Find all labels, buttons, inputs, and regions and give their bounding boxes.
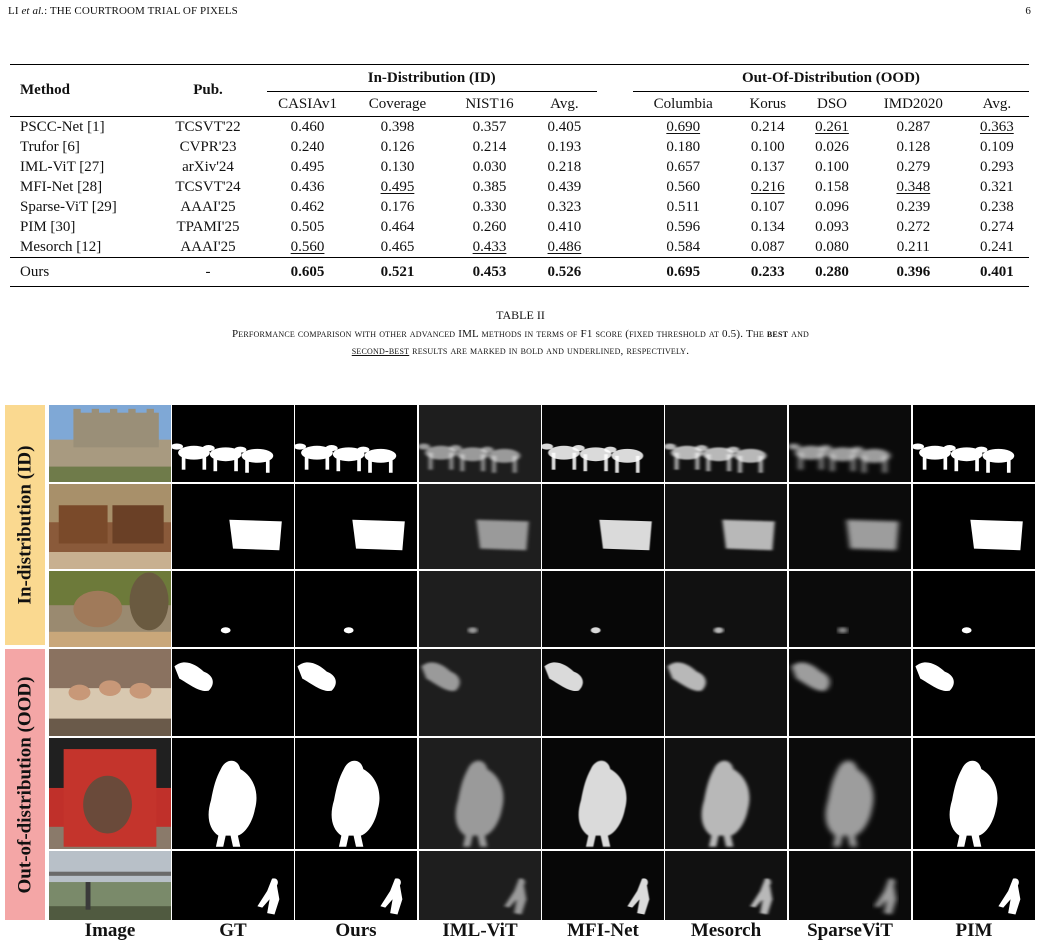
pub-cell: AAAI'25 — [180, 238, 236, 255]
score-cell: 0.293 — [979, 158, 1014, 175]
score-cell: 0.357 — [472, 118, 507, 135]
score-cell: 0.584 — [666, 238, 701, 255]
pub-cell: AAAI'25 — [180, 198, 236, 215]
prediction-mask — [542, 571, 664, 647]
table-row — [10, 117, 1029, 138]
prediction-mask — [172, 405, 294, 482]
score-cell: 0.180 — [666, 138, 701, 155]
score-cell: 0.396 — [896, 263, 931, 280]
prediction-mask — [542, 484, 664, 569]
score-cell: 0.193 — [547, 138, 582, 155]
score-cell: 0.398 — [380, 118, 415, 135]
prediction-mask — [419, 571, 541, 647]
score-cell: 0.511 — [666, 198, 700, 215]
col-header: Avg. — [550, 95, 579, 112]
score-cell: 0.690 — [666, 118, 701, 135]
prediction-mask — [172, 484, 294, 569]
method-cell: Mesorch [12] — [20, 238, 102, 255]
score-cell: 0.080 — [815, 238, 849, 255]
table-caption: Performance comparison with other advanced IML methods in terms of F1 score (fixed threshold at 0.5). The best and second-best results are marked in bold and underlined, respectively. — [231, 328, 810, 357]
pub-cell: TCSVT'22 — [175, 118, 241, 135]
col-header: Coverage — [368, 95, 427, 112]
group-id: In-Distribution (ID) — [267, 65, 597, 92]
score-cell: 0.695 — [666, 263, 701, 280]
page-number: 6 — [1025, 5, 1031, 17]
prediction-mask — [913, 738, 1035, 849]
prediction-mask — [295, 571, 417, 647]
prediction-mask — [913, 571, 1035, 647]
score-cell: 0.176 — [380, 198, 415, 215]
method-cell: Ours — [20, 263, 50, 280]
score-cell: 0.030 — [472, 158, 507, 175]
table-row — [10, 137, 1029, 157]
score-cell: 0.323 — [547, 198, 582, 215]
prediction-mask — [789, 571, 911, 647]
score-cell: 0.405 — [547, 118, 582, 135]
input-image — [49, 649, 171, 736]
pub-cell: TPAMI'25 — [176, 218, 240, 235]
prediction-mask — [419, 649, 541, 736]
input-image — [49, 571, 171, 647]
method-cell: PSCC-Net [1] — [20, 118, 105, 135]
score-cell: 0.233 — [750, 263, 785, 280]
column-label: Image — [84, 920, 136, 941]
prediction-mask — [419, 738, 541, 849]
table-row — [10, 177, 1029, 197]
column-label: MFI-Net — [567, 920, 639, 941]
prediction-mask — [913, 649, 1035, 736]
method-cell: Sparse-ViT [29] — [20, 198, 117, 215]
input-image — [49, 738, 171, 849]
group-ood: Out-Of-Distribution (OOD) — [633, 65, 1029, 92]
score-cell: 0.130 — [380, 158, 415, 175]
qualitative-figure — [0, 405, 1041, 946]
prediction-mask — [789, 851, 911, 920]
col-header: Korus — [749, 95, 787, 112]
prediction-mask — [295, 649, 417, 736]
score-cell: 0.260 — [472, 218, 507, 235]
prediction-mask — [172, 851, 294, 920]
score-cell: 0.363 — [979, 118, 1014, 135]
prediction-mask — [172, 738, 294, 849]
score-cell: 0.465 — [380, 238, 415, 255]
score-cell: 0.439 — [547, 178, 582, 195]
column-label: GT — [219, 920, 247, 941]
score-cell: 0.214 — [750, 118, 785, 135]
score-cell: 0.158 — [815, 178, 849, 195]
score-cell: 0.657 — [666, 158, 701, 175]
column-label: SparseViT — [807, 920, 893, 941]
table-label: TABLE II — [496, 308, 545, 322]
column-label: Mesorch — [690, 920, 762, 941]
score-cell: 0.240 — [290, 138, 325, 155]
score-cell: 0.401 — [979, 263, 1014, 280]
score-cell: 0.238 — [979, 198, 1014, 215]
score-cell: 0.495 — [290, 158, 325, 175]
method-cell: IML-ViT [27] — [20, 158, 105, 175]
score-cell: 0.460 — [290, 118, 325, 135]
score-cell: 0.526 — [547, 263, 582, 280]
prediction-mask — [295, 484, 417, 569]
column-label: PIM — [955, 920, 993, 941]
score-cell: 0.087 — [750, 238, 785, 255]
score-cell: 0.239 — [896, 198, 931, 215]
column-label: IML-ViT — [442, 920, 518, 941]
score-cell: 0.287 — [896, 118, 931, 135]
prediction-mask — [172, 571, 294, 647]
score-cell: 0.100 — [750, 138, 785, 155]
pub-cell: - — [205, 263, 211, 280]
score-cell: 0.279 — [896, 158, 931, 175]
prediction-mask — [789, 484, 911, 569]
prediction-mask — [419, 405, 541, 482]
group-label-id: In-distribution (ID) — [5, 405, 45, 645]
method-cell: PIM [30] — [20, 218, 76, 235]
prediction-mask — [295, 738, 417, 849]
score-cell: 0.505 — [290, 218, 325, 235]
score-cell: 0.348 — [896, 178, 931, 195]
prediction-mask — [665, 405, 787, 482]
prediction-mask — [665, 649, 787, 736]
score-cell: 0.096 — [815, 198, 849, 215]
prediction-mask — [419, 851, 541, 920]
table-row — [10, 237, 1029, 258]
prediction-mask — [789, 738, 911, 849]
score-cell: 0.093 — [815, 218, 849, 235]
input-image — [49, 484, 171, 569]
score-cell: 0.261 — [815, 118, 849, 135]
input-image — [49, 851, 171, 920]
score-cell: 0.605 — [290, 263, 325, 280]
score-cell: 0.321 — [979, 178, 1014, 195]
prediction-mask — [913, 405, 1035, 482]
score-cell: 0.109 — [979, 138, 1014, 155]
prediction-mask — [789, 649, 911, 736]
input-image — [49, 405, 171, 482]
score-cell: 0.241 — [979, 238, 1014, 255]
prediction-mask — [665, 571, 787, 647]
prediction-mask — [542, 738, 664, 849]
table-row — [10, 157, 1029, 177]
score-cell: 0.462 — [290, 198, 325, 215]
table-row — [10, 217, 1029, 237]
score-cell: 0.495 — [380, 178, 415, 195]
running-title: LI et al.: THE COURTROOM TRIAL OF PIXELS — [8, 5, 238, 17]
table-row — [10, 258, 1029, 287]
score-cell: 0.134 — [750, 218, 785, 235]
score-cell: 0.410 — [547, 218, 582, 235]
method-cell: Trufor [6] — [20, 138, 80, 155]
score-cell: 0.280 — [815, 263, 849, 280]
score-cell: 0.218 — [547, 158, 582, 175]
col-header: CASIAv1 — [278, 95, 337, 112]
pub-cell: arXiv'24 — [182, 158, 234, 175]
prediction-mask — [172, 649, 294, 736]
prediction-mask — [789, 405, 911, 482]
results-table — [10, 64, 1029, 287]
score-cell: 0.453 — [472, 263, 507, 280]
score-cell: 0.137 — [750, 158, 785, 175]
prediction-mask — [295, 405, 417, 482]
col-header: NIST16 — [465, 95, 514, 112]
prediction-mask — [665, 738, 787, 849]
prediction-mask — [665, 484, 787, 569]
prediction-mask — [295, 851, 417, 920]
score-cell: 0.128 — [896, 138, 931, 155]
group-label-ood: Out-of-distribution (OOD) — [5, 649, 45, 920]
score-cell: 0.486 — [547, 238, 582, 255]
score-cell: 0.521 — [380, 263, 415, 280]
score-cell: 0.560 — [290, 238, 325, 255]
score-cell: 0.330 — [472, 198, 507, 215]
score-cell: 0.433 — [472, 238, 507, 255]
score-cell: 0.560 — [666, 178, 701, 195]
score-cell: 0.464 — [380, 218, 415, 235]
col-header: IMD2020 — [883, 95, 943, 112]
prediction-mask — [913, 851, 1035, 920]
running-header — [8, 5, 1031, 21]
prediction-mask — [542, 649, 664, 736]
score-cell: 0.214 — [472, 138, 507, 155]
prediction-mask — [913, 484, 1035, 569]
score-cell: 0.436 — [290, 178, 325, 195]
col-header: Columbia — [653, 95, 713, 112]
pub-cell: CVPR'23 — [179, 138, 237, 155]
column-label: Ours — [335, 920, 377, 941]
prediction-mask — [665, 851, 787, 920]
score-cell: 0.100 — [815, 158, 849, 175]
score-cell: 0.272 — [896, 218, 931, 235]
col-header: DSO — [816, 95, 847, 112]
score-cell: 0.274 — [979, 218, 1014, 235]
score-cell: 0.026 — [815, 138, 849, 155]
score-cell: 0.385 — [472, 178, 507, 195]
prediction-mask — [542, 851, 664, 920]
table-row — [10, 197, 1029, 217]
score-cell: 0.596 — [666, 218, 701, 235]
col-method: Method — [20, 82, 70, 98]
prediction-mask — [419, 484, 541, 569]
score-cell: 0.107 — [750, 198, 785, 215]
score-cell: 0.126 — [380, 138, 415, 155]
score-cell: 0.216 — [750, 178, 785, 195]
method-cell: MFI-Net [28] — [20, 178, 103, 195]
col-pub: Pub. — [193, 82, 223, 98]
prediction-mask — [542, 405, 664, 482]
pub-cell: TCSVT'24 — [175, 178, 241, 195]
score-cell: 0.211 — [896, 238, 930, 255]
col-header: Avg. — [982, 95, 1012, 112]
